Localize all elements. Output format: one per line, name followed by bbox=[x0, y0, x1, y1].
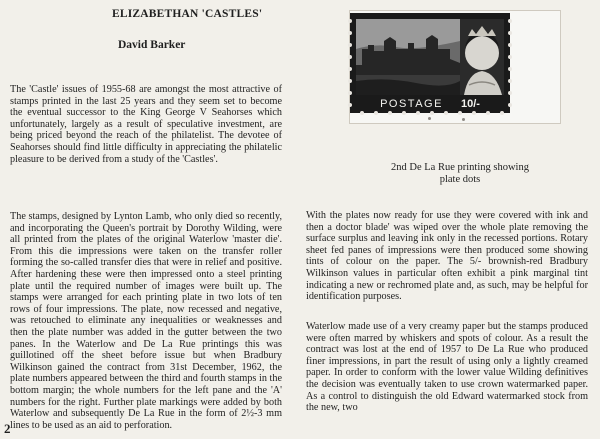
caption-line: 2nd De La Rue printing showing bbox=[391, 162, 529, 173]
plate-dot bbox=[462, 118, 465, 121]
stamp-inscription bbox=[350, 98, 510, 110]
plate-dot bbox=[428, 117, 431, 120]
article-author: David Barker bbox=[118, 39, 186, 51]
paragraph-inking: With the plates now ready for use they were covered with ink and then a doctor blade' was wiped over the whole plate removing the surface surplus and leaving ink only in the recessed portions. Rotary sheet fed panes of impressions were then produced some showing tints of colour on the paper. The 5/- brownish-red Bradbury Wilkinson values in particular often exhibit a pink marginal tint indicating a new or rechromed plate and, as such, may be helpful for identification purposes. bbox=[306, 210, 588, 303]
castle-and-queen-portrait-image bbox=[356, 19, 504, 95]
stamp-illustration bbox=[349, 10, 561, 124]
paragraph-paper: Waterlow made use of a very creamy paper but the stamps produced were often marred by whiskers and spots of colour. As a result the contract was lost at the end of 1957 to De La Rue who produced finer impressions, in part the result of using only a lightly creamed paper. In order to conform with the lower value Wilding definitives the decision was eventually taken to use crown watermarked paper. As a control to distinguish the old Edward watermarked stock from the new, two bbox=[306, 321, 588, 414]
paragraph-intro: The 'Castle' issues of 1955-68 are amongst the most attractive of stamps printed in the last 25 years and they seem set to become the eventual successor to the King George V Seahorses which unfortunately, largely as a result of speculative investment, are being priced beyond the reach of the philatelist. The devotee of Seahorses should find little difficulty in appreciating the philatelic pleasure to be derived from a study of the 'Castles'. bbox=[10, 84, 282, 165]
stamp bbox=[350, 13, 510, 113]
article-title: ELIZABETHAN 'CASTLES' bbox=[112, 8, 263, 20]
stamp-value: 10/- bbox=[460, 98, 480, 110]
stamp-postage-label: POSTAGE bbox=[380, 98, 443, 110]
page-number: 2 bbox=[4, 421, 11, 436]
paragraph-design-and-plates: The stamps, designed by Lynton Lamb, who only died so recently, and incorporating the Queen's portrait by Dorothy Wilding, were all printed from the plates of the original Waterlow 'master die'. From this die impressions were taken on the transfer roller forming the so-called transfer dies that were in relief and positive. After hardening these were then impressed onto a steel printing plate until the required number of images were built up. The stamps were arranged for each printing plate in two lots of ten rows of four impressions. The plate, now recessed and negative, was retouched to eliminate any inequalities or weaknesses and then the plate number was added in the gutter between the two panes. In the Waterlow and De La Rue printings this was guillotined off the sheet before issue but when Bradbury Wilkinson gained the contract from 31st December, 1962, the plate numbers appeared between the third and fourth stamps in the bottom margin; the whole numbers for the left pane and the 'A' numbers for the right. Further plate markings were added by both Waterlow and subsequently De La Rue in the form of 2½-3 mm lines to be used as an aid to perforation. bbox=[10, 211, 282, 431]
figure-caption bbox=[360, 162, 560, 185]
caption-line: plate dots bbox=[439, 173, 481, 185]
